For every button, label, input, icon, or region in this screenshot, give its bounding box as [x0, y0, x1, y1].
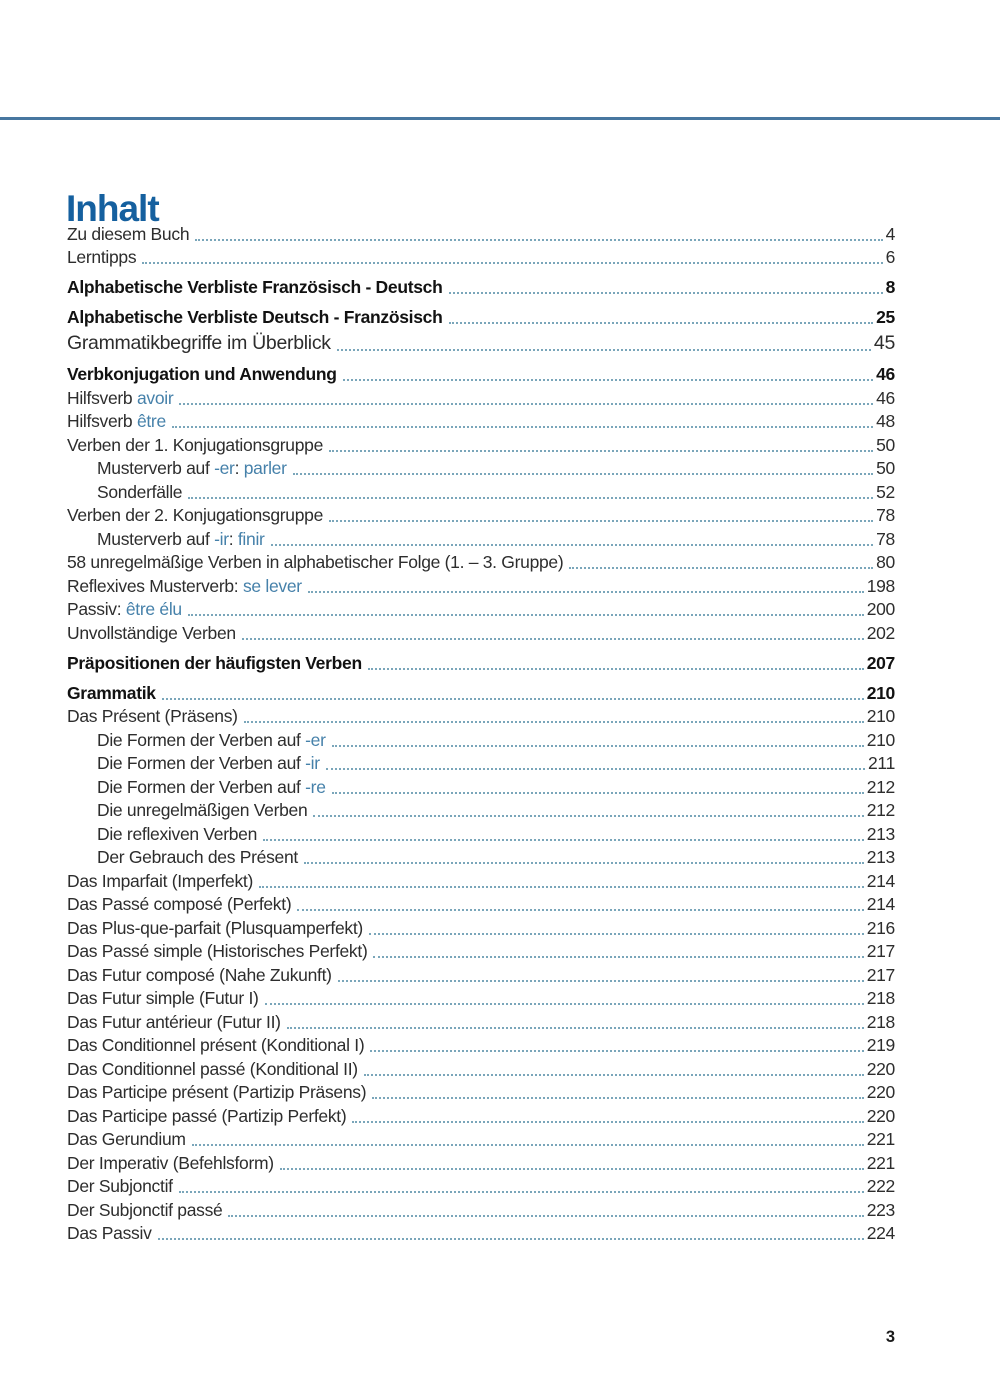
toc-entry	[67, 479, 895, 503]
toc-entry-label	[67, 388, 173, 409]
toc-entry	[67, 1009, 895, 1033]
toc-entry-label	[67, 894, 291, 915]
toc-entry-label-text: Das Passiv	[67, 1223, 152, 1243]
dot-leader	[162, 698, 864, 700]
toc-entry-page: 46	[876, 387, 895, 408]
dot-leader	[188, 614, 864, 616]
toc-entry-label-text: Verben der 2. Konjugationsgruppe	[67, 505, 324, 525]
dot-leader	[343, 379, 873, 381]
toc-entry-label-text: Verbkonjugation und Anwendung	[67, 364, 337, 384]
toc-entry-page: 220	[866, 1105, 895, 1126]
toc-entry-label	[97, 800, 307, 821]
toc-entry-label	[97, 824, 257, 845]
toc-entry	[67, 275, 895, 299]
dot-leader	[449, 322, 874, 324]
dot-leader	[280, 1168, 864, 1170]
toc-entry-page: 221	[866, 1152, 895, 1173]
toc-entry	[67, 751, 895, 775]
toc-entry-label-text: Sonderfälle	[97, 481, 183, 502]
toc-entry-label	[97, 777, 326, 798]
toc-entry-page: 217	[866, 941, 895, 961]
dot-leader	[179, 403, 873, 405]
toc-entry-label-text: Unvollständige Verben	[67, 622, 236, 643]
toc-entry-label-text: Der Subjonctif	[67, 1176, 173, 1196]
toc-entry-page: 198	[866, 575, 895, 596]
toc-entry-label-highlight: parler	[243, 458, 287, 478]
toc-entry-page: 202	[866, 622, 895, 643]
toc-entry-label-text: Alphabetische Verbliste Französisch - Deutsch	[67, 277, 443, 297]
toc-entry-page: 8	[885, 277, 895, 297]
toc-entry-label-text: Hilfsverb	[67, 387, 137, 408]
toc-entry-label-text: Musterverb auf	[97, 528, 215, 549]
toc-entry-label	[67, 1059, 358, 1080]
toc-entry-page: 222	[866, 1176, 895, 1196]
toc-entry-page: 220	[866, 1058, 895, 1079]
toc-entry	[67, 550, 895, 574]
dot-leader	[195, 239, 882, 241]
dot-leader	[192, 1144, 864, 1146]
toc-entry-page: 221	[866, 1129, 895, 1149]
toc-entry-page: 218	[866, 988, 895, 1008]
toc-entry	[67, 915, 895, 939]
toc-entry-page: 6	[885, 247, 895, 267]
toc-entry	[67, 1056, 895, 1080]
toc-entry-label	[67, 599, 182, 620]
toc-entry	[67, 409, 895, 433]
toc-entry-label	[67, 1176, 173, 1197]
toc-entry-label-text: Das Participe présent (Partizip Präsens)	[67, 1082, 367, 1102]
toc-entry-label-text: 58 unregelmäßige Verben in alphabetischer Folge (1. – 3. Gruppe)	[67, 552, 564, 572]
toc-entry	[67, 650, 895, 674]
toc-entry	[67, 1150, 895, 1174]
footer-page-number: 3	[885, 1328, 895, 1346]
toc-entry-page: 48	[876, 411, 895, 431]
toc-entry-label-highlight: -er	[214, 458, 235, 478]
toc-entry-page: 78	[876, 528, 895, 549]
toc-entry-label-highlight: -re	[305, 776, 326, 797]
toc-entry	[67, 526, 895, 550]
toc-entry-page: 218	[866, 1011, 895, 1032]
toc-entry	[67, 821, 895, 845]
toc-entry-label	[67, 1035, 364, 1056]
dot-leader	[329, 450, 873, 452]
toc-list	[67, 221, 895, 1244]
toc-entry	[67, 362, 895, 386]
toc-entry-page: 210	[866, 706, 895, 726]
toc-entry-label-text: Das Gerundium	[67, 1129, 186, 1149]
dot-leader	[265, 1003, 864, 1005]
toc-entry-label	[97, 458, 287, 479]
toc-entry-label-text: Das Plus-que-parfait (Plusquamperfekt)	[67, 917, 363, 938]
toc-entry	[67, 620, 895, 644]
toc-entry	[67, 962, 895, 986]
dot-leader	[308, 591, 864, 593]
dot-leader	[352, 1121, 863, 1123]
toc-entry-label	[67, 505, 323, 526]
toc-entry-page: 50	[876, 434, 895, 455]
dot-leader	[370, 1050, 863, 1052]
toc-entry-label	[67, 706, 238, 727]
toc-entry-label-text: Alphabetische Verbliste Deutsch - Französisch	[67, 307, 443, 327]
toc-entry-label	[67, 623, 236, 644]
toc-entry	[67, 456, 895, 480]
toc-entry-label-text: :	[228, 528, 238, 549]
toc-entry	[67, 385, 895, 409]
dot-leader	[259, 886, 864, 888]
toc-entry	[67, 245, 895, 269]
toc-entry	[67, 939, 895, 963]
toc-entry-label-highlight: -ir	[305, 753, 320, 773]
toc-entry-label-text: Musterverb auf	[97, 458, 215, 478]
toc-entry-label-text: Das Passé simple (Historisches Perfekt)	[67, 941, 368, 961]
toc-entry	[67, 986, 895, 1010]
toc-entry-page: 214	[866, 870, 895, 891]
dot-leader	[329, 520, 873, 522]
toc-entry-page: 216	[866, 917, 895, 938]
toc-entry-label	[67, 1082, 366, 1103]
toc-entry	[67, 680, 895, 704]
toc-entry-page: 217	[866, 964, 895, 985]
dot-leader	[179, 1191, 864, 1193]
dot-leader	[271, 544, 874, 546]
dot-leader	[242, 638, 864, 640]
toc-entry-label-highlight: -ir	[214, 528, 229, 549]
toc-entry-label	[67, 1012, 281, 1033]
toc-entry-label-text: Grammatikbegriffe im Überblick	[67, 332, 331, 354]
dot-leader	[449, 292, 883, 294]
toc-entry-label	[97, 847, 298, 868]
dot-leader	[172, 426, 873, 428]
dot-leader	[263, 839, 864, 841]
dot-leader	[244, 721, 864, 723]
toc-entry-label	[67, 332, 331, 355]
toc-entry-label	[67, 941, 367, 962]
toc-entry-label	[97, 482, 182, 503]
toc-entry-label	[67, 1223, 152, 1244]
toc-entry-label-text: Verben der 1. Konjugationsgruppe	[67, 434, 324, 455]
toc-entry-label	[97, 730, 326, 751]
toc-entry-label-text: Die unregelmäßigen Verben	[97, 800, 308, 820]
toc-entry-label-text: Die Formen der Verben auf	[97, 776, 306, 797]
dot-leader	[313, 815, 863, 817]
toc-entry-page: 212	[866, 776, 895, 797]
dot-leader	[332, 792, 864, 794]
toc-entry-label-text: Hilfsverb	[67, 411, 137, 431]
toc-entry	[67, 1127, 895, 1151]
toc-entry	[67, 573, 895, 597]
toc-entry-label-text: Grammatik	[67, 682, 156, 703]
toc-entry-page: 50	[876, 458, 895, 478]
toc-entry-label-text: Das Futur composé (Nahe Zukunft)	[67, 964, 332, 985]
toc-entry-label-text: Zu diesem Buch	[67, 223, 190, 244]
dot-leader	[287, 1027, 864, 1029]
toc-entry-label	[67, 683, 156, 704]
toc-entry-page: 213	[866, 823, 895, 844]
toc-entry	[67, 1221, 895, 1245]
toc-entry-label	[67, 1129, 186, 1150]
toc-entry-label	[67, 435, 323, 456]
toc-entry-page: 4	[885, 223, 895, 244]
dot-leader	[369, 933, 864, 935]
toc-entry-label	[67, 871, 253, 892]
toc-entry	[67, 1033, 895, 1057]
page-title: Inhalt	[66, 187, 159, 229]
toc-entry	[67, 221, 895, 245]
toc-entry-label-text: Das Imparfait (Imperfekt)	[67, 870, 254, 891]
toc-entry-label	[67, 411, 166, 432]
toc-entry-page: 207	[866, 652, 895, 673]
toc-entry-label-text: Reflexives Musterverb:	[67, 575, 243, 596]
toc-entry-page: 224	[866, 1223, 895, 1243]
dot-leader	[304, 862, 864, 864]
toc-entry-label	[67, 988, 259, 1009]
toc-entry	[67, 1174, 895, 1198]
toc-entry-label-text: Das Présent (Präsens)	[67, 706, 238, 726]
toc-entry-label-text: Das Futur antérieur (Futur II)	[67, 1011, 281, 1032]
toc-entry-label-text: Die Formen der Verben auf	[97, 729, 306, 750]
dot-leader	[326, 768, 865, 770]
toc-entry-label	[97, 529, 265, 550]
toc-entry-label-text: Die Formen der Verben auf	[97, 753, 306, 773]
toc-entry-label	[67, 224, 189, 245]
dot-leader	[142, 262, 882, 264]
toc-entry-label	[67, 576, 302, 597]
dot-leader	[228, 1215, 863, 1217]
toc-entry-label	[97, 753, 320, 774]
toc-entry-label-text: :	[234, 458, 244, 478]
toc-entry-label	[67, 277, 443, 298]
dot-leader	[338, 980, 864, 982]
toc-entry-page: 200	[866, 599, 895, 619]
toc-entry	[67, 727, 895, 751]
toc-entry	[67, 332, 895, 356]
dot-leader	[569, 567, 873, 569]
toc-entry-label-text: Die reflexiven Verben	[97, 823, 258, 844]
toc-entry-label	[67, 307, 443, 328]
toc-entry-label-text: Das Futur simple (Futur I)	[67, 988, 259, 1008]
toc-entry	[67, 305, 895, 329]
toc-entry-label-text: Der Subjonctif passé	[67, 1199, 223, 1220]
toc-entry	[67, 1080, 895, 1104]
toc-entry-label	[67, 1106, 346, 1127]
toc-entry-label-highlight: être élu	[125, 599, 182, 619]
toc-entry	[67, 597, 895, 621]
toc-entry-page: 220	[866, 1082, 895, 1102]
toc-entry-page: 211	[868, 753, 895, 773]
toc-entry-page: 78	[876, 505, 895, 525]
toc-entry-page: 46	[876, 364, 895, 384]
dot-leader	[188, 497, 873, 499]
toc-entry-label-text: Das Passé composé (Perfekt)	[67, 894, 292, 914]
dot-leader	[372, 1097, 863, 1099]
toc-entry-label-text: Das Participe passé (Partizip Perfekt)	[67, 1105, 347, 1126]
toc-entry-label-highlight: être	[136, 411, 166, 431]
toc-entry-page: 212	[866, 800, 895, 820]
toc-entry-label	[67, 965, 332, 986]
toc-entry	[67, 503, 895, 527]
toc-entry	[67, 892, 895, 916]
toc-entry-label	[67, 1200, 222, 1221]
toc-entry-label	[67, 918, 363, 939]
toc-entry-page: 45	[873, 332, 895, 354]
toc-entry-page: 210	[866, 682, 895, 703]
toc-entry-page: 214	[866, 894, 895, 914]
toc-entry-label-text: Lerntipps	[67, 247, 137, 267]
toc-entry-label-text: Präpositionen der häufigsten Verben	[67, 652, 362, 673]
dot-leader	[337, 349, 871, 351]
toc-entry-page: 25	[876, 307, 895, 327]
toc-entry-label-highlight: se lever	[242, 575, 302, 596]
toc-entry	[67, 1103, 895, 1127]
toc-entry-page: 80	[876, 552, 895, 572]
toc-entry-label-text: Der Imperativ (Befehlsform)	[67, 1152, 274, 1173]
toc-entry-label	[67, 552, 563, 573]
toc-entry	[67, 798, 895, 822]
dot-leader	[297, 909, 863, 911]
header-rule	[0, 117, 1000, 120]
toc-entry-label-text: Das Conditionnel passé (Konditional II)	[67, 1058, 358, 1079]
toc-entry	[67, 432, 895, 456]
toc-entry	[67, 868, 895, 892]
toc-entry-label	[67, 364, 337, 385]
toc-entry	[67, 845, 895, 869]
toc-entry-label-text: Der Gebrauch des Présent	[97, 847, 298, 867]
dot-leader	[368, 668, 864, 670]
toc-entry-label	[67, 653, 362, 674]
toc-entry-label-highlight: -er	[305, 729, 326, 750]
toc-entry-page: 213	[866, 847, 895, 867]
toc-entry-label	[67, 247, 136, 268]
dot-leader	[332, 745, 864, 747]
toc-entry-label	[67, 1153, 274, 1174]
dot-leader	[158, 1238, 864, 1240]
toc-entry-label-text: Passiv:	[67, 599, 126, 619]
dot-leader	[373, 956, 863, 958]
toc-entry-label-highlight: finir	[237, 528, 265, 549]
toc-entry	[67, 704, 895, 728]
toc-entry	[67, 1197, 895, 1221]
toc-entry-page: 52	[876, 481, 895, 502]
toc-entry-page: 223	[866, 1199, 895, 1220]
toc-entry-label-text: Das Conditionnel présent (Konditional I)	[67, 1035, 365, 1055]
dot-leader	[364, 1074, 864, 1076]
toc-entry-page: 219	[866, 1035, 895, 1055]
dot-leader	[293, 473, 873, 475]
toc-entry-label-highlight: avoir	[136, 387, 174, 408]
toc-entry-page: 210	[866, 729, 895, 750]
toc-entry	[67, 774, 895, 798]
